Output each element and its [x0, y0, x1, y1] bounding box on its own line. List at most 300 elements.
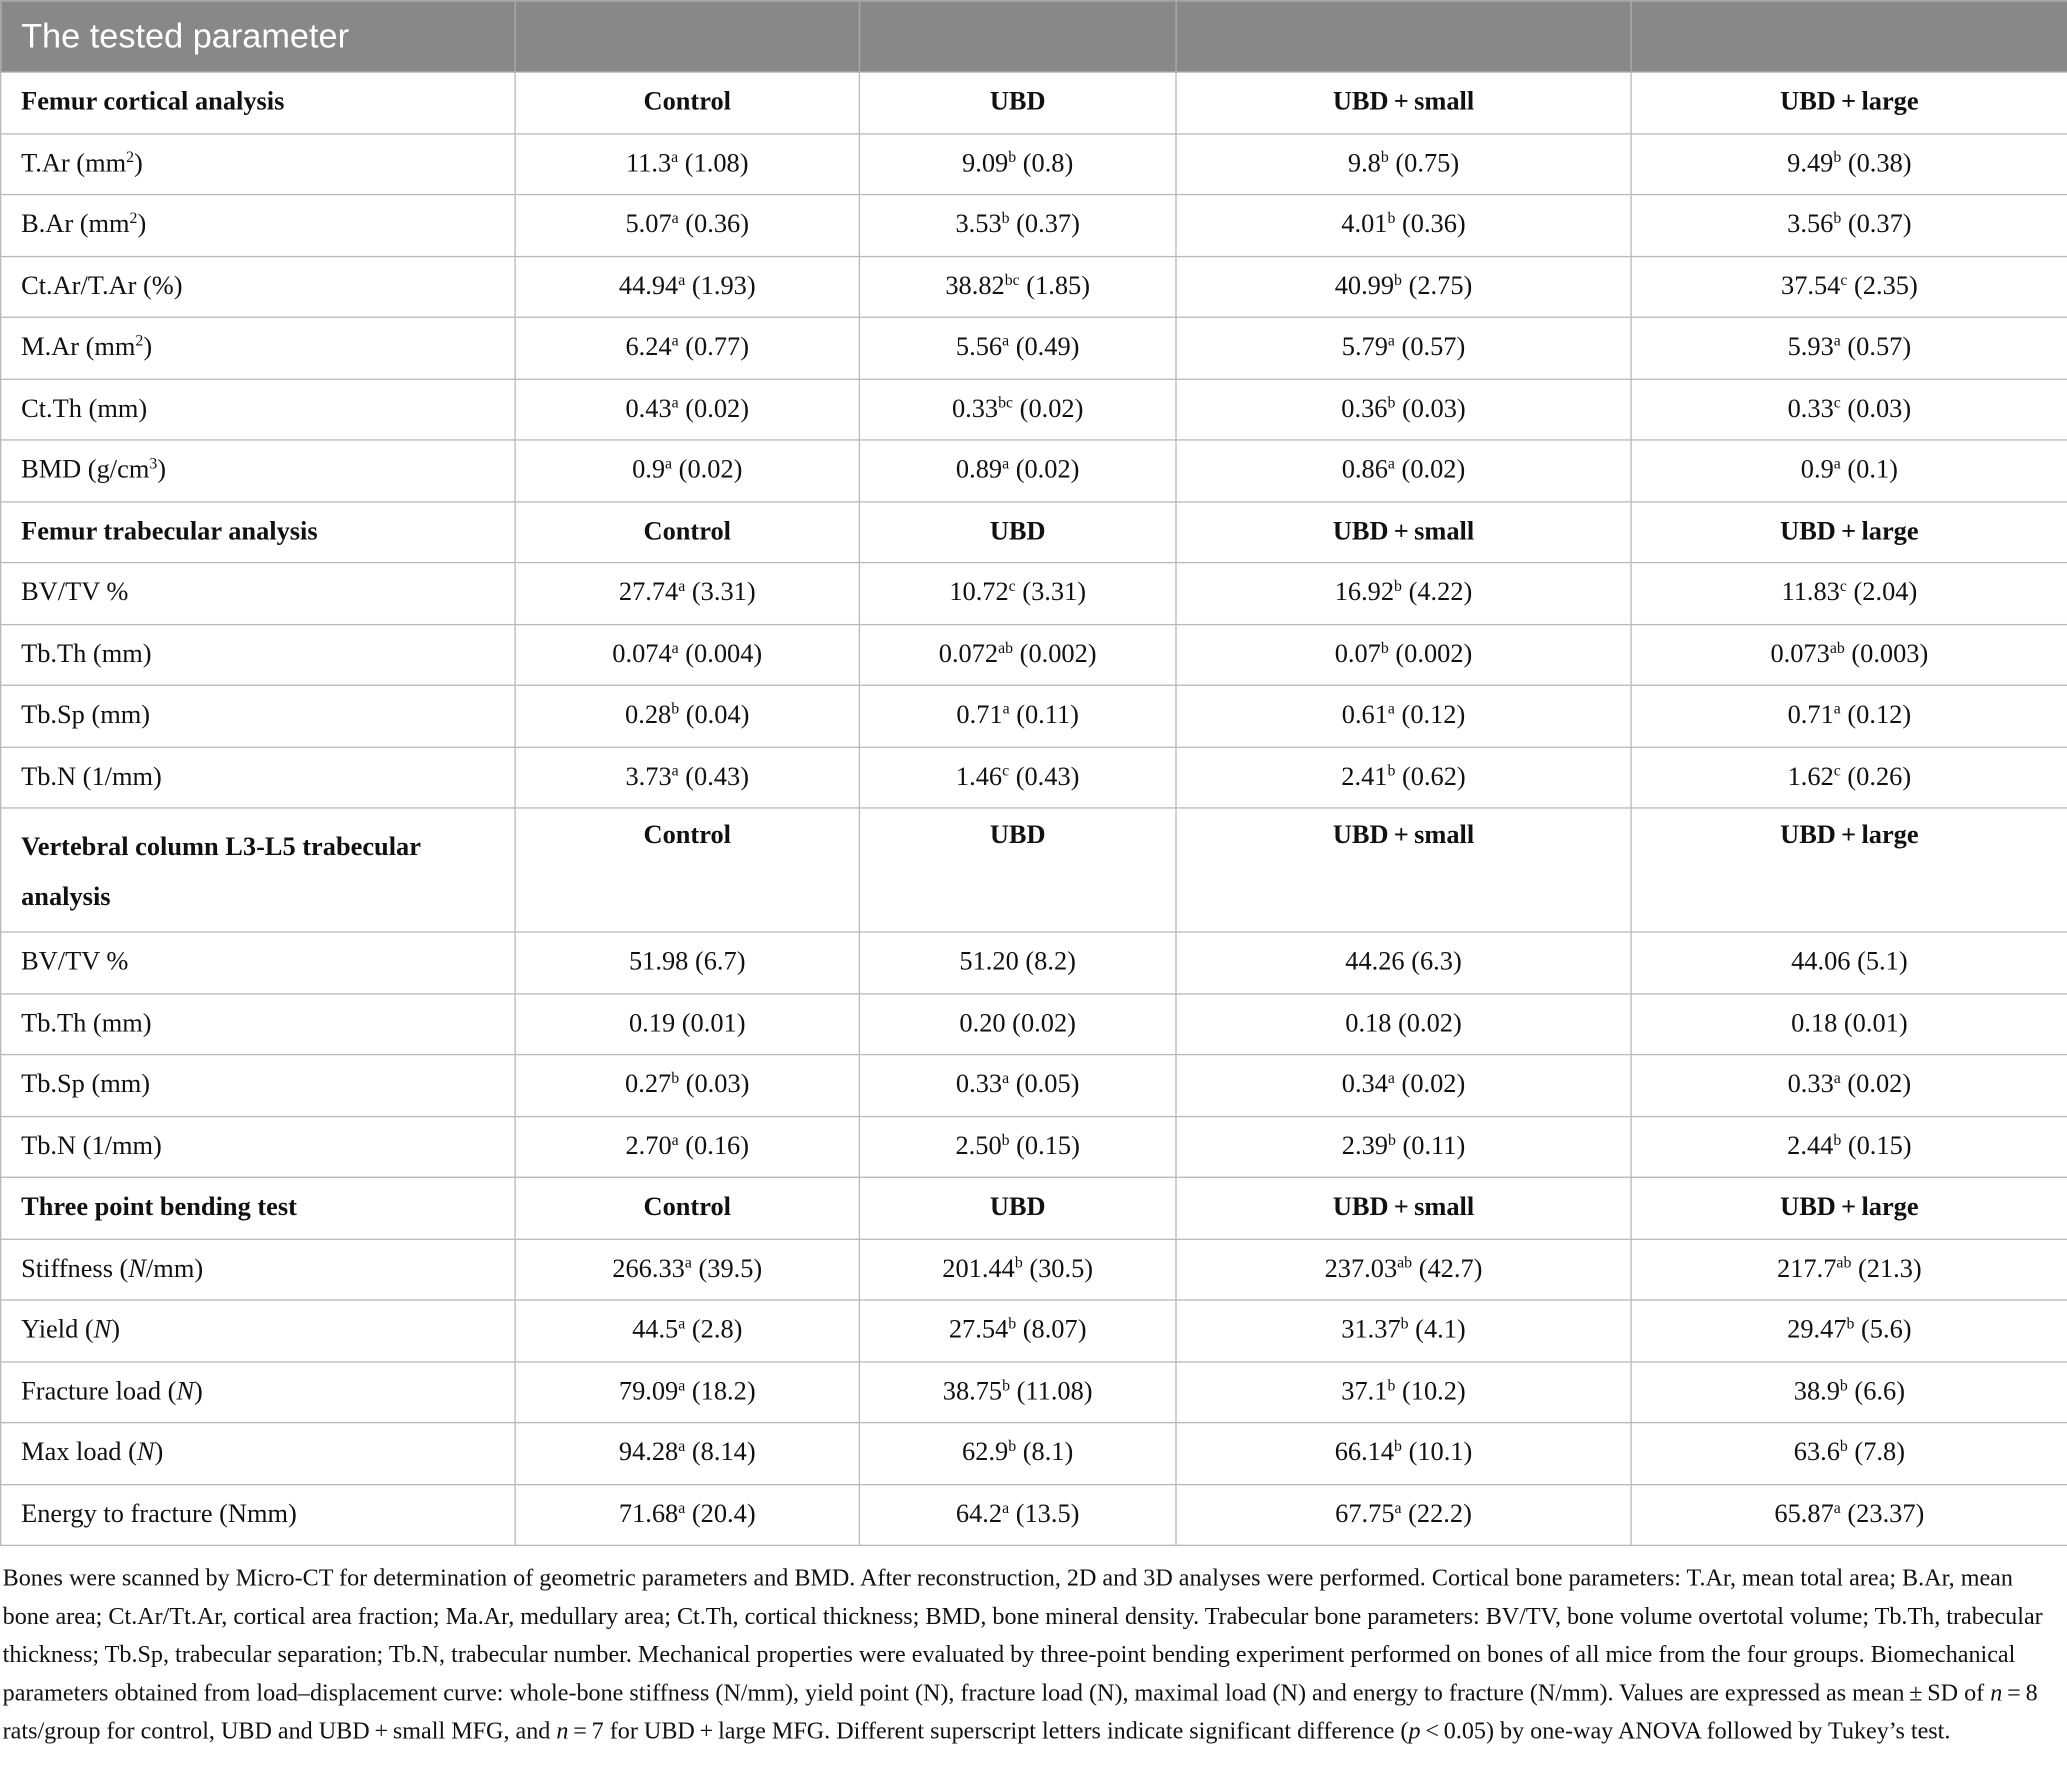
mean-value: 16.92 — [1334, 578, 1395, 608]
significance-letter: a — [1833, 454, 1841, 473]
sd-value: (0.004) — [678, 639, 763, 669]
value-cell — [515, 1116, 859, 1177]
sd-value: (0.75) — [1388, 148, 1460, 178]
value-cell — [859, 1055, 1176, 1116]
value-cell — [1176, 317, 1631, 378]
significance-letter: b — [1380, 147, 1389, 166]
value-cell — [1176, 747, 1631, 808]
mean-value: 5.93 — [1787, 332, 1834, 362]
mean-value: 44.5 — [632, 1315, 679, 1345]
value-cell — [1631, 1423, 2067, 1484]
significance-letter: a — [1833, 1498, 1841, 1517]
table-row — [1, 256, 2067, 317]
table-row — [1, 563, 2067, 624]
significance-letter: a — [1002, 1498, 1010, 1517]
table-footnote — [0, 1559, 2067, 1750]
mean-value: 0.43 — [625, 394, 672, 424]
value-cell — [515, 317, 859, 378]
column-header: UBD + large — [1631, 72, 2067, 133]
sd-value: (10.2) — [1395, 1376, 1466, 1406]
value-cell — [859, 317, 1176, 378]
table-row — [1, 195, 2067, 256]
mean-value: 2.39 — [1341, 1131, 1388, 1161]
row-label — [1, 440, 515, 501]
column-header: UBD — [859, 1177, 1176, 1238]
mean-value: 0.33 — [1787, 394, 1834, 424]
significance-letter: b — [1387, 392, 1396, 412]
value-cell — [1176, 256, 1631, 317]
sd-value: (0.37) — [1841, 210, 1912, 240]
sd-value: (0.01) — [675, 1008, 746, 1038]
mean-value: 0.9 — [632, 455, 666, 485]
sd-value: (0.77) — [678, 332, 750, 362]
value-cell — [1631, 747, 2067, 808]
significance-letter: a — [1833, 331, 1841, 350]
row-label-text: Tb.Th (mm) — [21, 639, 152, 669]
mean-value: 51.20 — [959, 947, 1019, 977]
value-cell — [1631, 1361, 2067, 1422]
row-label — [1, 685, 515, 746]
row-label-text: Ct.Th (mm) — [21, 394, 148, 424]
value-cell — [1631, 256, 2067, 317]
sd-value: (0.02) — [678, 394, 750, 424]
significance-letter: a — [1394, 1498, 1402, 1517]
table-row — [1, 317, 2067, 378]
row-label — [1, 317, 515, 378]
mean-value: 9.09 — [962, 148, 1009, 178]
sd-value: (0.36) — [1395, 210, 1466, 240]
row-label-text: BV/TV % — [21, 947, 129, 977]
mean-value: 63.6 — [1793, 1438, 1840, 1468]
row-label — [1, 1116, 515, 1177]
mean-value: 4.01 — [1341, 210, 1388, 240]
row-label-italic: N — [93, 1315, 112, 1345]
mean-value: 29.47 — [1787, 1315, 1847, 1345]
column-header: UBD + small — [1176, 1177, 1631, 1238]
row-label-text: Tb.Sp (mm) — [21, 700, 151, 730]
sd-value: (20.4) — [685, 1499, 756, 1529]
value-cell — [859, 624, 1176, 685]
mean-value: 71.68 — [618, 1499, 679, 1529]
value-cell — [1631, 133, 2067, 194]
row-label-text: BV/TV % — [21, 578, 129, 608]
sd-value: (2.04) — [1846, 578, 1918, 608]
row-label-italic: N — [128, 1254, 146, 1284]
value-cell — [859, 1361, 1176, 1422]
mean-value: 2.41 — [1341, 762, 1388, 792]
footnote-p: p — [1408, 1717, 1421, 1744]
row-label-unit: ) — [134, 148, 143, 178]
significance-letter: ab — [1397, 1252, 1413, 1272]
value-cell — [1631, 1116, 2067, 1177]
value-cell — [859, 1423, 1176, 1484]
significance-letter: a — [678, 1375, 686, 1394]
significance-letter: a — [671, 392, 679, 412]
sd-value: (8.07) — [1016, 1315, 1087, 1345]
value-cell — [859, 1116, 1176, 1177]
mean-value: 66.14 — [1334, 1438, 1395, 1468]
mean-value: 38.82 — [945, 271, 1005, 301]
value-cell — [515, 1300, 859, 1361]
mean-value: 1.62 — [1787, 762, 1834, 792]
significance-letter: a — [1002, 1068, 1010, 1088]
value-cell — [1176, 624, 1631, 685]
mean-value: 6.24 — [625, 332, 672, 362]
significance-letter: a — [1833, 1068, 1841, 1088]
significance-letter: b — [1394, 1436, 1402, 1456]
sd-value: (4.1) — [1408, 1315, 1466, 1345]
significance-letter: a — [671, 760, 679, 780]
column-header: Control — [515, 501, 859, 562]
value-cell — [515, 1484, 859, 1545]
value-cell — [1176, 1300, 1631, 1361]
sd-value: (39.5) — [691, 1254, 763, 1284]
sd-value: (0.03) — [1840, 394, 1912, 424]
value-cell — [515, 685, 859, 746]
table-row — [1, 1423, 2067, 1484]
sd-value: (8.2) — [1018, 947, 1076, 977]
header-cell — [1631, 1, 2067, 72]
value-cell — [1176, 932, 1631, 993]
row-label-text: B.Ar (mm — [21, 210, 130, 240]
table-row — [1, 932, 2067, 993]
value-cell — [859, 932, 1176, 993]
row-label-text: Tb.N (1/mm) — [21, 762, 162, 792]
significance-letter: a — [1387, 331, 1395, 350]
significance-letter: a — [678, 1314, 686, 1333]
header-cell — [859, 1, 1176, 72]
mean-value: 3.56 — [1787, 210, 1834, 240]
mean-value: 3.73 — [625, 762, 672, 792]
sd-value: (0.01) — [1837, 1008, 1908, 1038]
sd-value: (18.2) — [685, 1376, 756, 1406]
value-cell — [859, 1239, 1176, 1300]
row-label-italic: N — [176, 1376, 195, 1406]
significance-letter: b — [1387, 1130, 1396, 1149]
value-cell — [1631, 1300, 2067, 1361]
mean-value: 0.07 — [1334, 639, 1381, 669]
table-row — [1, 1239, 2067, 1300]
table-row — [1, 133, 2067, 194]
significance-letter: a — [1387, 454, 1395, 473]
significance-letter: a — [671, 638, 679, 657]
value-cell — [515, 195, 859, 256]
mean-value: 2.50 — [955, 1131, 1002, 1161]
sd-value: (3.31) — [1015, 578, 1087, 608]
significance-letter: b — [1846, 1314, 1855, 1333]
row-label — [1, 195, 515, 256]
sd-value: (3.31) — [685, 578, 756, 608]
value-cell — [515, 747, 859, 808]
row-label-text: Ct.Ar/T.Ar (%) — [21, 271, 183, 301]
column-header: UBD — [859, 72, 1176, 133]
significance-letter: b — [671, 699, 680, 718]
value-cell — [859, 256, 1176, 317]
sd-value: (0.02) — [1394, 1070, 1466, 1100]
sd-value: (0.57) — [1394, 332, 1466, 362]
value-cell — [1176, 1116, 1631, 1177]
mean-value: 0.20 — [959, 1008, 1006, 1038]
mean-value: 5.79 — [1341, 332, 1388, 362]
mean-value: 37.1 — [1341, 1376, 1388, 1406]
table-row — [1, 747, 2067, 808]
column-header: UBD — [859, 808, 1176, 932]
significance-letter: b — [1387, 1375, 1396, 1394]
mean-value: 51.98 — [628, 947, 689, 977]
sd-value: (6.3) — [1404, 947, 1462, 977]
value-cell — [1176, 1423, 1631, 1484]
mean-value: 0.28 — [625, 700, 672, 730]
sd-value: (10.1) — [1401, 1438, 1473, 1468]
sd-value: (0.16) — [678, 1131, 750, 1161]
mean-value: 0.34 — [1341, 1070, 1388, 1100]
sd-value: (1.85) — [1019, 271, 1091, 301]
mean-value: 0.073 — [1770, 639, 1830, 669]
mean-value: 27.54 — [948, 1315, 1009, 1345]
value-cell — [859, 563, 1176, 624]
sd-value: (23.37) — [1840, 1499, 1925, 1529]
mean-value: 65.87 — [1774, 1499, 1834, 1529]
section-title: Femur trabecular analysis — [1, 501, 515, 562]
value-cell — [1631, 1239, 2067, 1300]
significance-letter: b — [1387, 760, 1396, 780]
mean-value: 0.86 — [1341, 455, 1388, 485]
value-cell — [1631, 195, 2067, 256]
column-header: Control — [515, 1177, 859, 1238]
significance-letter: ab — [1836, 1252, 1852, 1272]
column-header: UBD + large — [1631, 501, 2067, 562]
row-label — [1, 1423, 515, 1484]
row-label-unit: ) — [137, 210, 147, 240]
value-cell — [859, 747, 1176, 808]
mean-value: 0.33 — [951, 394, 999, 424]
footnote-text: = 7 for UBD + large MFG. Different superscript letters indicate significant difference ( — [568, 1717, 1409, 1744]
row-label — [1, 624, 515, 685]
row-label — [1, 563, 515, 624]
sd-value: (2.75) — [1401, 271, 1473, 301]
column-header: UBD + large — [1631, 808, 2067, 932]
row-label-text: Energy to fracture (Nmm) — [21, 1499, 297, 1529]
sd-value: (0.02) — [1013, 394, 1084, 424]
header-title: The tested parameter — [1, 1, 515, 72]
row-label-italic: N — [136, 1438, 155, 1468]
mean-value: 3.53 — [955, 210, 1002, 240]
value-cell — [859, 195, 1176, 256]
sd-value: (0.49) — [1009, 332, 1080, 362]
sd-value: (0.11) — [1009, 700, 1079, 730]
sd-value: (42.7) — [1412, 1254, 1483, 1284]
value-cell — [515, 624, 859, 685]
column-header: UBD — [859, 501, 1176, 562]
value-cell — [515, 1423, 859, 1484]
value-cell — [859, 1484, 1176, 1545]
value-cell — [1176, 685, 1631, 746]
significance-letter: b — [1001, 1130, 1010, 1149]
value-cell — [1176, 563, 1631, 624]
significance-letter: c — [1002, 760, 1010, 780]
column-header: UBD + large — [1631, 1177, 2067, 1238]
mean-value: 0.9 — [1800, 455, 1834, 485]
row-label-text: Max load ( — [21, 1438, 137, 1468]
value-cell — [1631, 1055, 2067, 1116]
value-cell — [1176, 133, 1631, 194]
row-label-unit: ) — [194, 1376, 203, 1406]
table-header-row — [1, 1, 2067, 72]
significance-letter: a — [678, 270, 686, 289]
mean-value: 0.61 — [1341, 700, 1388, 730]
significance-letter: b — [1394, 270, 1402, 289]
sd-value: (1.08) — [678, 148, 749, 178]
mean-value: 0.072 — [938, 639, 999, 669]
mean-value: 0.33 — [955, 1070, 1003, 1100]
significance-letter: b — [1008, 1314, 1017, 1333]
significance-letter: a — [678, 576, 686, 596]
section-header-row — [1, 808, 2067, 932]
mean-value: 11.3 — [625, 148, 672, 178]
significance-letter: a — [684, 1252, 692, 1272]
mean-value: 0.89 — [955, 455, 1003, 485]
section-title: Vertebral column L3-L5 trabecular analysis — [1, 808, 515, 932]
value-cell — [515, 379, 859, 440]
row-label — [1, 1055, 515, 1116]
sd-value: (0.38) — [1841, 148, 1912, 178]
significance-letter: b — [1833, 208, 1842, 228]
mean-value: 0.19 — [628, 1008, 676, 1038]
sd-value: (0.02) — [1005, 1008, 1076, 1038]
mean-value: 64.2 — [955, 1499, 1003, 1529]
significance-letter: a — [671, 208, 679, 228]
sd-value: (8.14) — [685, 1438, 756, 1468]
row-label-text: BMD (g/cm — [21, 455, 150, 485]
sd-value: (0.37) — [1009, 210, 1080, 240]
column-header: UBD + small — [1176, 501, 1631, 562]
mean-value: 44.26 — [1345, 947, 1405, 977]
sd-value: (8.1) — [1016, 1438, 1074, 1468]
sd-value: (0.1) — [1840, 455, 1898, 485]
section-header-row — [1, 501, 2067, 562]
mean-value: 0.71 — [1787, 700, 1834, 730]
value-cell — [1176, 195, 1631, 256]
mean-value: 38.75 — [942, 1376, 1003, 1406]
row-label-unit: ) — [157, 455, 167, 485]
significance-letter: a — [671, 147, 679, 166]
value-cell — [1631, 993, 2067, 1054]
sd-value: (0.02) — [1009, 455, 1080, 485]
significance-letter: b — [1001, 208, 1010, 228]
sd-value: (6.7) — [688, 947, 746, 977]
significance-letter: b — [1839, 1375, 1848, 1394]
significance-letter: b — [1002, 1375, 1011, 1394]
table-row — [1, 379, 2067, 440]
row-label — [1, 1239, 515, 1300]
mean-value: 1.46 — [955, 762, 1003, 792]
mean-value: 44.06 — [1791, 947, 1851, 977]
value-cell — [1631, 1484, 2067, 1545]
significance-letter: b — [1008, 147, 1017, 166]
sd-value: (0.26) — [1840, 762, 1912, 792]
sd-value: (0.02) — [1840, 1070, 1912, 1100]
mean-value: 201.44 — [942, 1254, 1015, 1284]
table-row — [1, 685, 2067, 746]
mean-value: 31.37 — [1341, 1315, 1401, 1345]
sd-value: (5.1) — [1850, 947, 1908, 977]
value-cell — [515, 440, 859, 501]
mean-value: 10.72 — [949, 578, 1009, 608]
header-cell — [515, 1, 859, 72]
value-cell — [1631, 440, 2067, 501]
table-row — [1, 1055, 2067, 1116]
header-cell — [1176, 1, 1631, 72]
section-header-row — [1, 72, 2067, 133]
value-cell — [515, 932, 859, 993]
significance-letter: b — [1400, 1314, 1409, 1333]
value-cell — [1631, 624, 2067, 685]
significance-letter: ab — [998, 638, 1014, 657]
significance-letter: bc — [998, 392, 1014, 412]
value-cell — [515, 993, 859, 1054]
mean-value: 40.99 — [1334, 271, 1395, 301]
row-label-unit: ) — [111, 1315, 121, 1345]
significance-letter: b — [1394, 576, 1402, 596]
mean-value: 0.18 — [1345, 1008, 1392, 1038]
value-cell — [1176, 1484, 1631, 1545]
significance-letter: a — [1002, 699, 1010, 718]
row-label-text: M.Ar (mm — [21, 332, 136, 362]
row-label-superscript: 2 — [135, 331, 144, 350]
mean-value: 0.33 — [1787, 1070, 1834, 1100]
significance-letter: b — [671, 1068, 680, 1088]
row-label-text: Stiffness ( — [21, 1254, 129, 1284]
mean-value: 94.28 — [618, 1438, 679, 1468]
mean-value: 0.27 — [625, 1070, 672, 1100]
sd-value: (4.22) — [1401, 578, 1473, 608]
value-cell — [1176, 379, 1631, 440]
mean-value: 0.36 — [1341, 394, 1388, 424]
sd-value: (0.002) — [1388, 639, 1473, 669]
mean-value: 38.9 — [1793, 1376, 1840, 1406]
significance-letter: a — [1387, 699, 1395, 718]
mean-value: 5.07 — [625, 210, 672, 240]
row-label-text: Tb.N (1/mm) — [21, 1131, 162, 1161]
value-cell — [1631, 379, 2067, 440]
mean-value: 5.56 — [955, 332, 1003, 362]
significance-letter: c — [1833, 760, 1841, 780]
sd-value: (0.12) — [1394, 700, 1466, 730]
mean-value: 62.9 — [962, 1438, 1009, 1468]
mean-value: 67.75 — [1335, 1499, 1395, 1529]
sd-value: (1.93) — [685, 271, 756, 301]
value-cell — [1176, 1361, 1631, 1422]
sd-value: (2.8) — [685, 1315, 743, 1345]
significance-letter: b — [1833, 1130, 1842, 1149]
row-label — [1, 1484, 515, 1545]
mean-value: 2.70 — [625, 1131, 672, 1161]
table-row — [1, 1116, 2067, 1177]
significance-letter: b — [1008, 1436, 1017, 1456]
sd-value: (7.8) — [1847, 1438, 1905, 1468]
significance-letter: c — [1008, 576, 1016, 596]
row-label-superscript: 2 — [126, 147, 135, 166]
value-cell — [859, 379, 1176, 440]
section-header-row — [1, 1177, 2067, 1238]
significance-letter: a — [1833, 699, 1841, 718]
column-header: Control — [515, 808, 859, 932]
mean-value: 79.09 — [618, 1376, 679, 1406]
column-header: UBD + small — [1176, 72, 1631, 133]
value-cell — [515, 563, 859, 624]
table-row — [1, 993, 2067, 1054]
significance-letter: a — [678, 1436, 686, 1456]
